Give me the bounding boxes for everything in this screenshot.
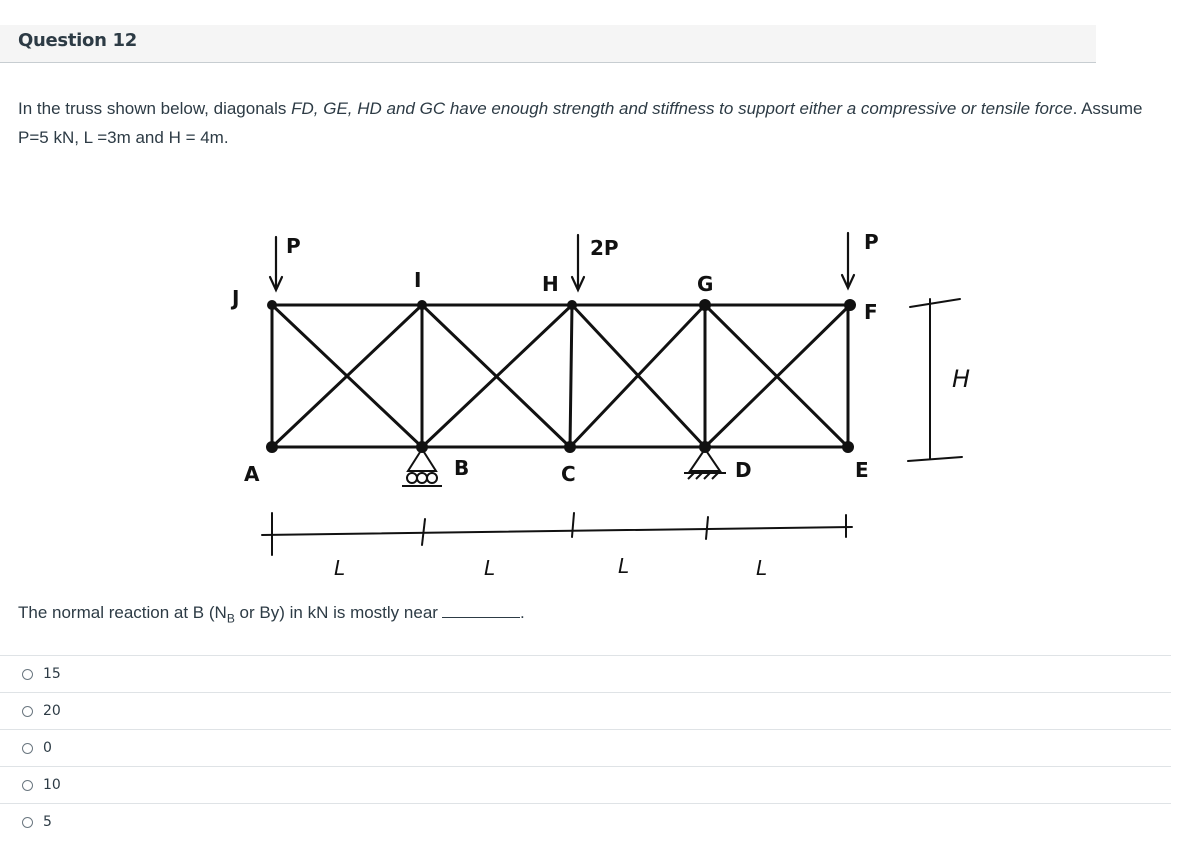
question-text-part-1: In the truss shown below, diagonals	[18, 99, 292, 118]
answer-label: 10	[43, 777, 61, 793]
span-dimension-line	[262, 527, 852, 535]
roller-support-b	[402, 449, 442, 486]
answer-option[interactable]	[0, 729, 1171, 766]
load-label-2p: 2P	[590, 236, 619, 260]
node-label-g: G	[697, 272, 714, 296]
vertical-hc	[570, 305, 572, 447]
dim-label-l1: L	[334, 556, 346, 580]
question-title: Question 12	[18, 30, 138, 51]
question-text-part-3: . Assume P=5 kN, L =3m and H = 4m.	[18, 99, 1143, 147]
answer-label: 5	[43, 814, 52, 830]
answer-option[interactable]	[0, 655, 1171, 692]
answer-label: 0	[43, 740, 52, 756]
dim-label-h: H	[952, 365, 971, 393]
node-label-i: I	[414, 268, 422, 292]
node-label-a: A	[244, 462, 260, 486]
node-label-f: F	[864, 300, 878, 324]
node-label-j: J	[232, 286, 240, 310]
radio-button[interactable]	[22, 669, 33, 680]
answer-option[interactable]	[0, 766, 1171, 803]
answer-option[interactable]	[0, 803, 1171, 840]
dim-label-l4: L	[756, 556, 768, 580]
radio-button[interactable]	[22, 817, 33, 828]
prompt-subscript: B	[226, 611, 235, 626]
pin-support-d	[684, 449, 726, 479]
truss-figure	[200, 215, 1000, 595]
answer-list	[0, 655, 1171, 840]
radio-button[interactable]	[22, 780, 33, 791]
load-label-p1: P	[286, 234, 301, 258]
dim-label-l3: L	[618, 554, 630, 578]
dim-label-l2: L	[484, 556, 496, 580]
radio-button[interactable]	[22, 743, 33, 754]
question-text-italic: FD, GE, HD and GC have enough strength and stiffness to support either a compressive or tensile force	[291, 99, 1073, 118]
answer-blank	[442, 603, 520, 618]
truss-diagram	[200, 215, 1000, 595]
node-label-h: H	[542, 272, 559, 296]
question-prompt	[18, 603, 525, 625]
node-label-c: C	[561, 462, 576, 486]
question-text	[18, 94, 1168, 152]
answer-label: 20	[43, 703, 61, 719]
question-header	[0, 25, 1096, 63]
radio-button[interactable]	[22, 706, 33, 717]
prompt-text-after: or By) in kN is mostly near	[234, 603, 438, 622]
prompt-text-before: The normal reaction at B (N	[18, 603, 227, 622]
answer-option[interactable]	[0, 692, 1171, 729]
node-label-b: B	[454, 456, 470, 480]
node-label-e: E	[855, 458, 869, 482]
prompt-period: .	[519, 603, 525, 622]
node-label-d: D	[735, 458, 752, 482]
answer-label: 15	[43, 666, 61, 682]
load-label-p2: P	[864, 230, 879, 254]
